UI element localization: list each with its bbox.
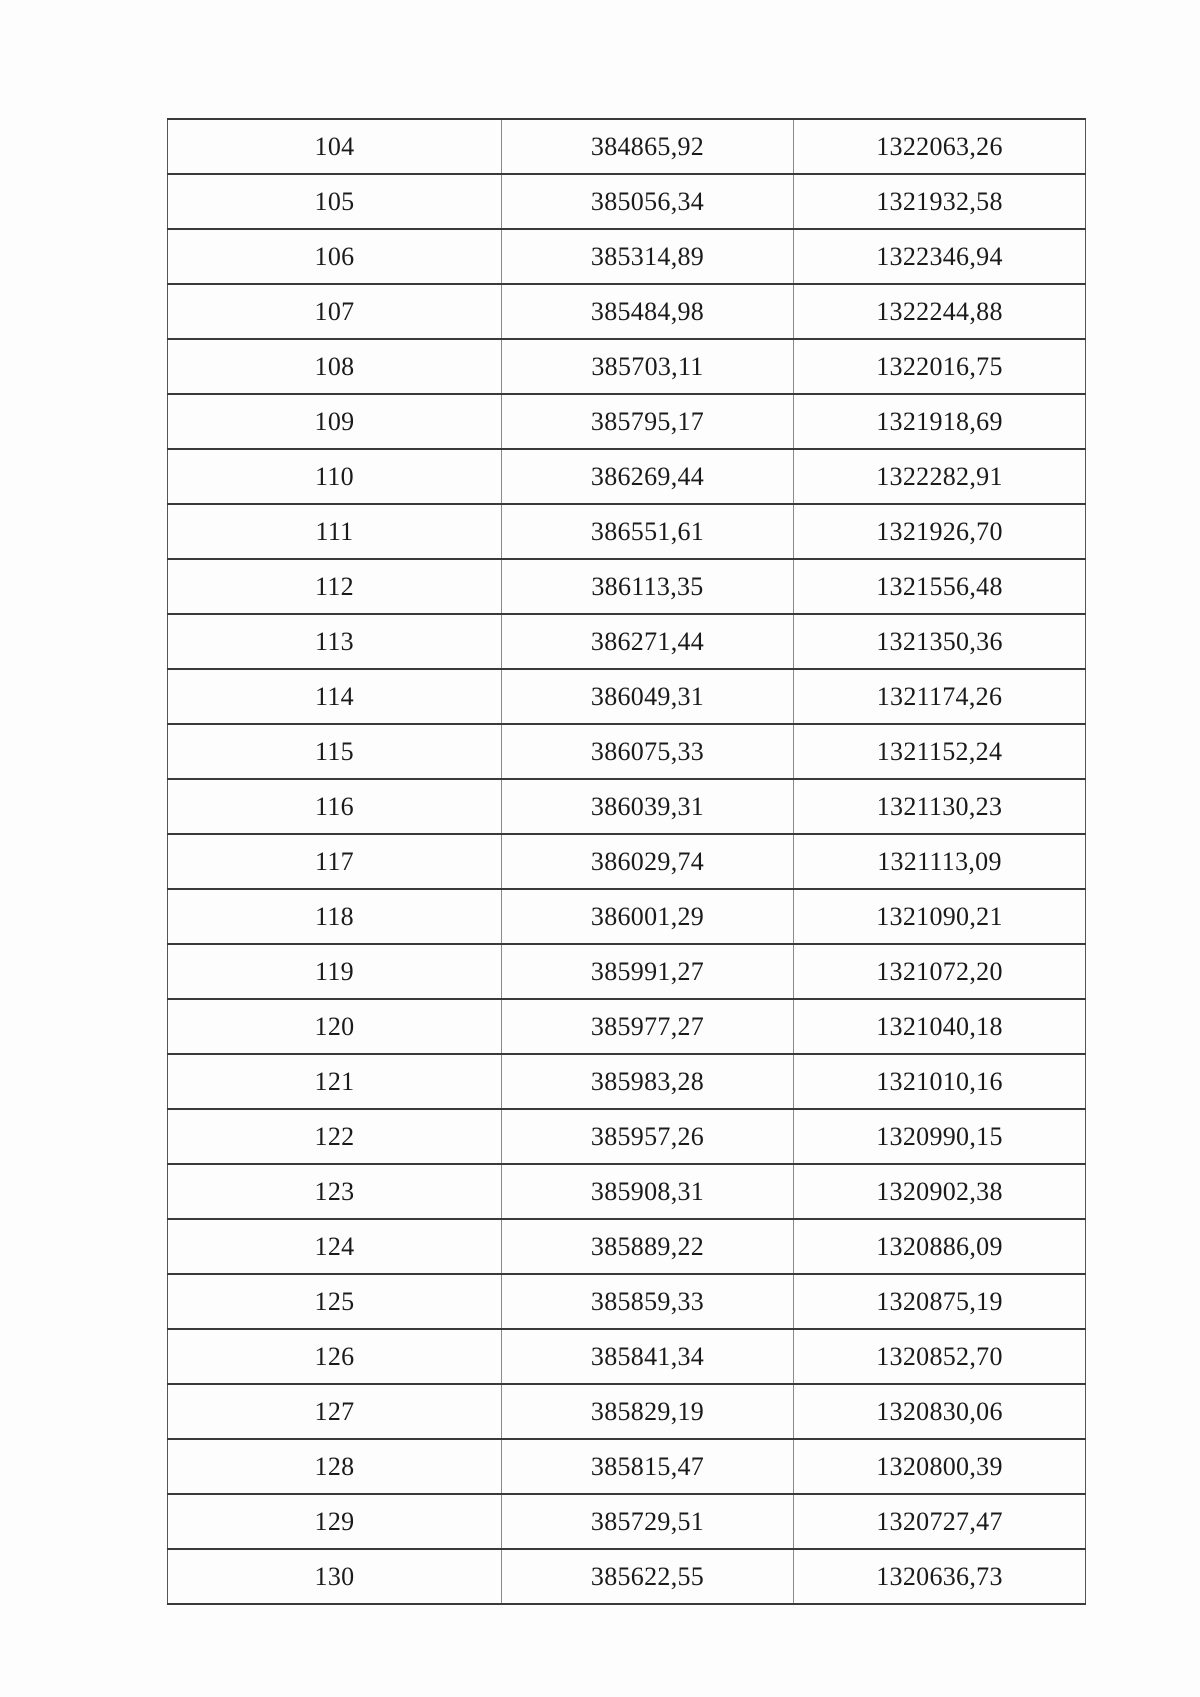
y-coordinate-cell: 1320875,19 (794, 1274, 1086, 1329)
x-coordinate-cell: 386039,31 (502, 779, 794, 834)
y-coordinate-cell: 1321350,36 (794, 614, 1086, 669)
table-row (168, 1549, 1086, 1604)
y-coordinate-cell: 1320990,15 (794, 1109, 1086, 1164)
x-coordinate-cell: 385908,31 (502, 1164, 794, 1219)
y-coordinate-cell: 1321090,21 (794, 889, 1086, 944)
point-number-cell: 114 (168, 669, 502, 724)
point-number-cell: 119 (168, 944, 502, 999)
point-number-cell: 104 (168, 119, 502, 174)
table-row (168, 779, 1086, 834)
y-coordinate-cell: 1320830,06 (794, 1384, 1086, 1439)
x-coordinate-cell: 386001,29 (502, 889, 794, 944)
point-number-cell: 121 (168, 1054, 502, 1109)
point-number-cell: 129 (168, 1494, 502, 1549)
table-row (168, 1054, 1086, 1109)
point-number-cell: 105 (168, 174, 502, 229)
x-coordinate-cell: 386049,31 (502, 669, 794, 724)
point-number-cell: 112 (168, 559, 502, 614)
table-row (168, 284, 1086, 339)
table-row (168, 174, 1086, 229)
y-coordinate-cell: 1320852,70 (794, 1329, 1086, 1384)
y-coordinate-cell: 1321932,58 (794, 174, 1086, 229)
point-number-cell: 123 (168, 1164, 502, 1219)
y-coordinate-cell: 1320727,47 (794, 1494, 1086, 1549)
point-number-cell: 110 (168, 449, 502, 504)
y-coordinate-cell: 1321152,24 (794, 724, 1086, 779)
point-number-cell: 122 (168, 1109, 502, 1164)
x-coordinate-cell: 385977,27 (502, 999, 794, 1054)
x-coordinate-cell: 385484,98 (502, 284, 794, 339)
y-coordinate-cell: 1321130,23 (794, 779, 1086, 834)
table-row (168, 1329, 1086, 1384)
y-coordinate-cell: 1322244,88 (794, 284, 1086, 339)
point-number-cell: 115 (168, 724, 502, 779)
y-coordinate-cell: 1322282,91 (794, 449, 1086, 504)
table-row (168, 1384, 1086, 1439)
table-row (168, 999, 1086, 1054)
x-coordinate-cell: 386269,44 (502, 449, 794, 504)
point-number-cell: 128 (168, 1439, 502, 1494)
x-coordinate-cell: 386075,33 (502, 724, 794, 779)
point-number-cell: 111 (168, 504, 502, 559)
x-coordinate-cell: 385829,19 (502, 1384, 794, 1439)
x-coordinate-cell: 385983,28 (502, 1054, 794, 1109)
table-row (168, 614, 1086, 669)
x-coordinate-cell: 385729,51 (502, 1494, 794, 1549)
y-coordinate-cell: 1321556,48 (794, 559, 1086, 614)
y-coordinate-cell: 1320800,39 (794, 1439, 1086, 1494)
y-coordinate-cell: 1320636,73 (794, 1549, 1086, 1604)
table-row (168, 1164, 1086, 1219)
x-coordinate-cell: 385889,22 (502, 1219, 794, 1274)
table-row (168, 339, 1086, 394)
table-row (168, 559, 1086, 614)
point-number-cell: 125 (168, 1274, 502, 1329)
point-number-cell: 109 (168, 394, 502, 449)
table-row (168, 834, 1086, 889)
table-row (168, 1219, 1086, 1274)
y-coordinate-cell: 1321918,69 (794, 394, 1086, 449)
x-coordinate-cell: 385795,17 (502, 394, 794, 449)
table-row (168, 1439, 1086, 1494)
y-coordinate-cell: 1321926,70 (794, 504, 1086, 559)
y-coordinate-cell: 1321113,09 (794, 834, 1086, 889)
x-coordinate-cell: 386271,44 (502, 614, 794, 669)
x-coordinate-cell: 386551,61 (502, 504, 794, 559)
y-coordinate-cell: 1322063,26 (794, 119, 1086, 174)
coordinates-table (167, 118, 1086, 1605)
point-number-cell: 124 (168, 1219, 502, 1274)
point-number-cell: 126 (168, 1329, 502, 1384)
point-number-cell: 120 (168, 999, 502, 1054)
point-number-cell: 106 (168, 229, 502, 284)
table-row (168, 1494, 1086, 1549)
table-row (168, 229, 1086, 284)
point-number-cell: 130 (168, 1549, 502, 1604)
point-number-cell: 108 (168, 339, 502, 394)
x-coordinate-cell: 385841,34 (502, 1329, 794, 1384)
table-row (168, 449, 1086, 504)
table-row (168, 119, 1086, 174)
y-coordinate-cell: 1322016,75 (794, 339, 1086, 394)
table-row (168, 889, 1086, 944)
y-coordinate-cell: 1320886,09 (794, 1219, 1086, 1274)
table-row (168, 944, 1086, 999)
point-number-cell: 117 (168, 834, 502, 889)
table-row (168, 1109, 1086, 1164)
x-coordinate-cell: 385957,26 (502, 1109, 794, 1164)
table-row (168, 724, 1086, 779)
x-coordinate-cell: 385622,55 (502, 1549, 794, 1604)
point-number-cell: 107 (168, 284, 502, 339)
y-coordinate-cell: 1321072,20 (794, 944, 1086, 999)
table-row (168, 1274, 1086, 1329)
x-coordinate-cell: 385815,47 (502, 1439, 794, 1494)
y-coordinate-cell: 1321010,16 (794, 1054, 1086, 1109)
point-number-cell: 127 (168, 1384, 502, 1439)
y-coordinate-cell: 1321174,26 (794, 669, 1086, 724)
point-number-cell: 116 (168, 779, 502, 834)
x-coordinate-cell: 385991,27 (502, 944, 794, 999)
x-coordinate-cell: 386113,35 (502, 559, 794, 614)
x-coordinate-cell: 384865,92 (502, 119, 794, 174)
point-number-cell: 118 (168, 889, 502, 944)
point-number-cell: 113 (168, 614, 502, 669)
x-coordinate-cell: 385859,33 (502, 1274, 794, 1329)
x-coordinate-cell: 386029,74 (502, 834, 794, 889)
y-coordinate-cell: 1322346,94 (794, 229, 1086, 284)
x-coordinate-cell: 385056,34 (502, 174, 794, 229)
table-row (168, 394, 1086, 449)
table-row (168, 504, 1086, 559)
x-coordinate-cell: 385314,89 (502, 229, 794, 284)
table-row (168, 669, 1086, 724)
y-coordinate-cell: 1321040,18 (794, 999, 1086, 1054)
coordinates-table-body (168, 119, 1086, 1604)
y-coordinate-cell: 1320902,38 (794, 1164, 1086, 1219)
x-coordinate-cell: 385703,11 (502, 339, 794, 394)
